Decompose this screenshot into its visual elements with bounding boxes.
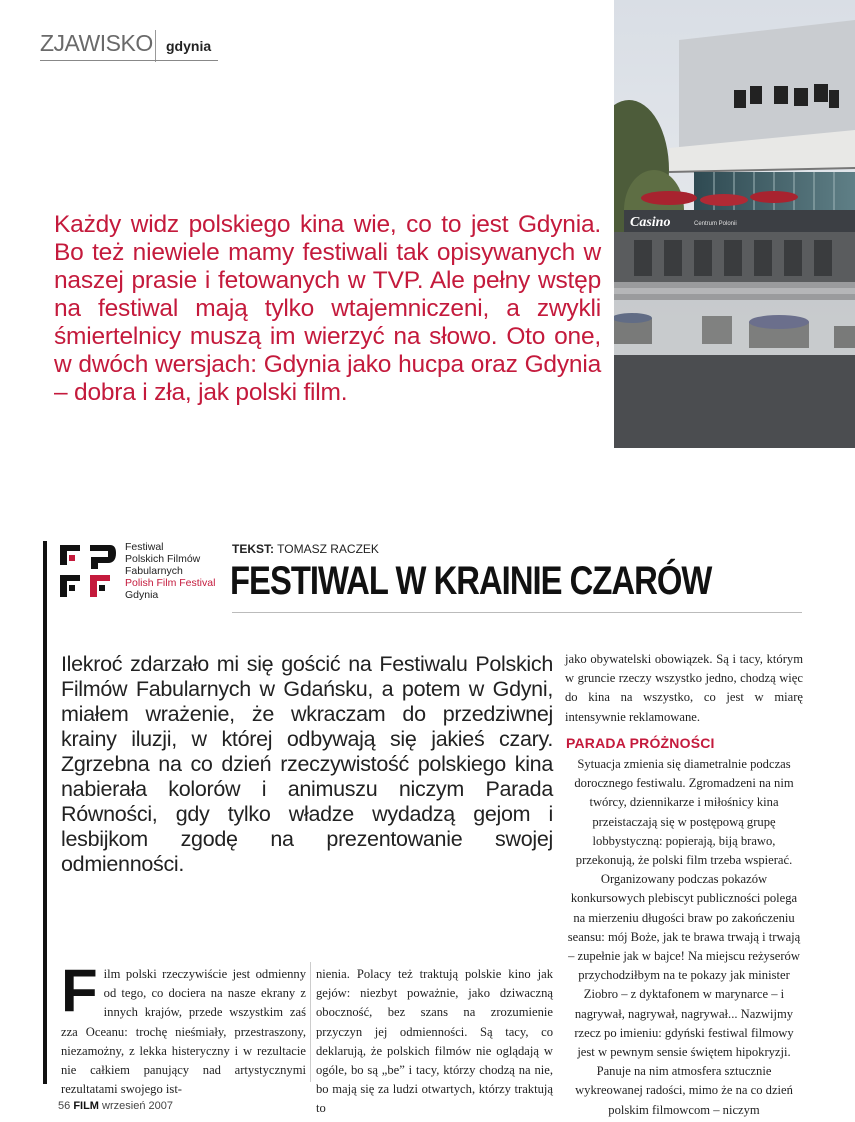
drop-cap: F xyxy=(61,957,98,1024)
header-divider xyxy=(155,30,156,62)
column-3-body-text: Sytuacja zmienia się diametralnie podczas dorocznego festiwalu. Zgromadzeni na nim twórcy, dziennikarze i miłośnicy kina przeistaczają się w postępową grupę lobbystyczną: popierają, biją brawo, przekonują, że polski film trzeba wspierać. Organizowany podczas pokazów konkursowych plebiscyt publiczności polega na mierzeniu długości braw po zakończeniu seansu: mój Boże, jak te brawa trwają i trwają – zupełnie jak w bajce! Na miejscu reżyserów przychodziłbym na te pokazy jak minister Ziobro – z dyktafonem w marynarce – i nagrywał, nagrywał, nagrywał... Nazwijmy rzecz po imieniu: gdyński festiwal filmowy jest w pewnym sensie świętem hipokryzji. Panuje na nim atmosfera sztucznie wykreowanej radości, mimo że na co dzień polskim filmowcom – niczym xyxy=(567,757,801,1117)
article-title: FESTIWAL W KRAINIE CZARÓW xyxy=(230,559,712,603)
issue-date: wrzesień 2007 xyxy=(102,1100,173,1112)
section-subtitle: gdynia xyxy=(166,38,212,54)
column-2-text: nienia. Polacy też traktują polskie kino jak gejów: niezbyt poważnie, jako dziwaczną oboczność, bez szans na zrozumienie przyczyn jej odmienności. Są tacy, co deklarują, że polskich filmów nie oglądają w ogóle, bo są „be” i tacy, którzy chodzą na nie, bo mają się za ludzi otwartych, którzy traktują to xyxy=(316,967,553,1116)
section-label: ZJAWISKO xyxy=(40,30,153,56)
magazine-name: FILM xyxy=(73,1100,99,1112)
page-number: 56 xyxy=(58,1100,71,1112)
vertical-accent-bar xyxy=(43,541,47,1084)
casino-building-photo xyxy=(614,0,855,448)
logo-line-5: Gdynia xyxy=(125,589,159,601)
logo-line-3: Fabularnych xyxy=(125,565,183,577)
column-3-top-text: jako obywatelski obowiązek. Są i tacy, którym w gruncie rzeczy wszystko jedno, chodzą więc do kina na wszystko, co jest w miarę intensywnie reklamowane. xyxy=(565,652,803,724)
subheading: PARADA PRÓŻNOŚCI xyxy=(566,735,715,751)
festival-logo-icon xyxy=(58,541,118,601)
logo-line-2: Polskich Filmów xyxy=(125,553,201,565)
title-rule xyxy=(232,612,802,613)
byline-author: TOMASZ RACZEK xyxy=(277,542,379,556)
intro-paragraph: Ilekroć zdarzało mi się gościć na Festiwalu Polskich Filmów Fabularnych w Gdańsku, a potem w Gdyni, miałem wrażenie, że wkraczam do przedziwnej krainy iluzji, w której odbywają się jakieś czary. Zgrzebna na co dzień rzeczywistość polskiego kina nabierała kolorów i animuszu niczym Parada Równości, gdy tylko władze wydadzą gejom i lesbijkom zgodę na prezentowanie swojej odmienności. xyxy=(61,652,553,876)
byline xyxy=(232,542,379,556)
byline-label: TEKST: xyxy=(232,542,274,556)
lead-paragraph: Każdy widz polskiego kina wie, co to jest Gdynia. Bo też niewiele mamy festiwali tak opisywanych w naszej prasie i fetowanych w TVP. Ale pełny wstęp na festiwal mają tylko wtajemniczeni, a zwykli śmiertelnicy muszą im wierzyć na słowo. Oto one, w dwóch wersjach: Gdynia jako hucpa oraz Gdynia – dobra i zła, jak polski film. xyxy=(54,211,601,406)
logo-line-1: Festiwal xyxy=(125,541,164,553)
page-footer xyxy=(58,1100,173,1112)
logo-line-4: Polish Film Festival xyxy=(125,577,216,589)
casino-sub-sign: Centrum Polonii xyxy=(694,221,737,227)
header-rule xyxy=(40,60,218,61)
casino-sign: Casino xyxy=(630,215,671,230)
festival-logo-text xyxy=(125,541,215,601)
column-1-text xyxy=(61,957,306,1099)
column-1-body: ilm polski rzeczywiście jest odmienny od tego, co docierа na nasze ekrany z innych krajów, przede wszystkim zaś zza Oceanu: trochę nieśmiały, przestraszony, niezamożny, z lekka histeryczny i w rezultacie nie całkiem panujący nad artystycznymi rezultatami swojego ist- xyxy=(61,967,306,1097)
column-divider xyxy=(310,962,311,1082)
